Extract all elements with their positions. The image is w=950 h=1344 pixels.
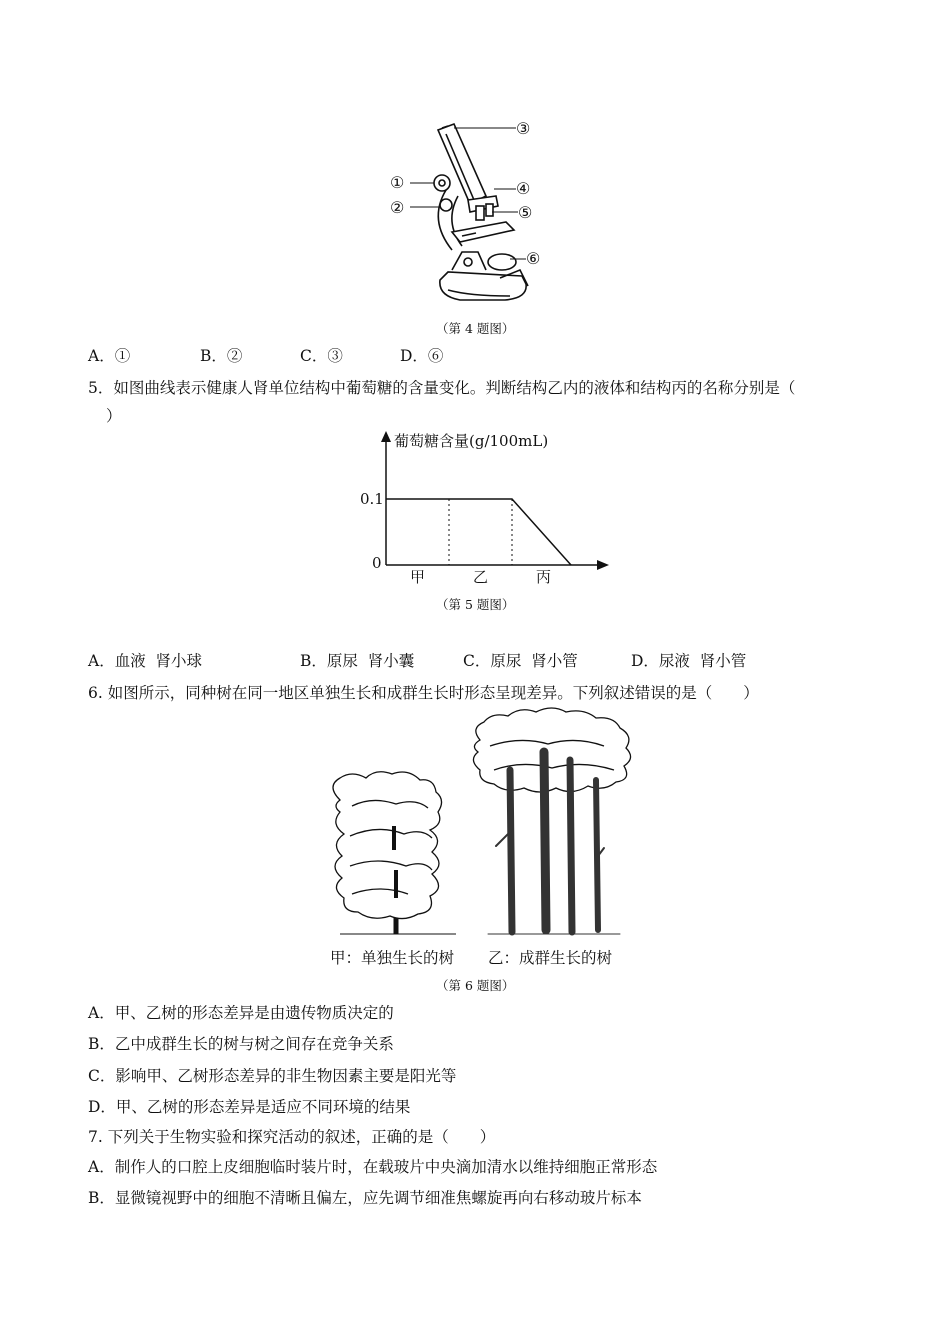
microscope-label-2: ②	[390, 198, 405, 217]
q5-stem-line2: ）	[106, 407, 122, 425]
single-tree	[333, 772, 442, 919]
label-single-tree: 甲：单独生长的树	[330, 949, 455, 967]
q4-option-a[interactable]: A．①	[88, 347, 131, 365]
microscope-label-5: ⑤	[518, 203, 533, 222]
q5-chart-caption: （第 5 题图）	[436, 597, 515, 612]
q5-option-a[interactable]: A．血液 肾小球	[88, 652, 203, 670]
group-trees-canopy	[473, 708, 630, 792]
q6-stem: 6. 如图所示，同种树在同一地区单独生长和成群生长时形态呈现差异。下列叙述错误的是（ ）	[88, 684, 759, 702]
q6-option-d[interactable]: D．甲、乙树的形态差异是适应不同环境的结果	[88, 1098, 411, 1116]
y-tick-0: 0	[372, 554, 382, 572]
x-category-label: 乙	[472, 568, 489, 586]
q7-option-a[interactable]: A．制作人的口腔上皮细胞临时装片时，在载玻片中央滴加清水以维持细胞正常形态	[88, 1158, 658, 1176]
x-category-label: 丙	[535, 568, 552, 586]
label-group-trees: 乙：成群生长的树	[488, 949, 613, 967]
x-category-label: 甲	[409, 568, 426, 586]
q6-option-a[interactable]: A．甲、乙树的形态差异是由遗传物质决定的	[88, 1004, 394, 1022]
q4-caption: （第 4 题图）	[436, 321, 515, 336]
q6-option-b[interactable]: B．乙中成群生长的树与树之间存在竞争关系	[88, 1035, 394, 1053]
q5-option-c[interactable]: C．原尿 肾小管	[463, 652, 578, 670]
q4-option-b[interactable]: B．②	[200, 347, 243, 365]
q5-stem-line1: 5．如图曲线表示健康人肾单位结构中葡萄糖的含量变化。判断结构乙内的液体和结构丙的名称分别是（	[88, 379, 796, 397]
q4-option-d[interactable]: D．⑥	[400, 347, 444, 365]
q5-option-d[interactable]: D．尿液 肾小管	[631, 652, 747, 670]
microscope-label-1: ①	[390, 173, 405, 192]
y-tick-0.1: 0.1	[360, 490, 384, 508]
microscope-label-4: ④	[516, 179, 531, 198]
q5-option-b[interactable]: B．原尿 肾小囊	[300, 652, 415, 670]
microscope-label-3: ③	[516, 119, 531, 138]
q6-option-c[interactable]: C．影响甲、乙树形态差异的非生物因素主要是阳光等	[88, 1067, 457, 1085]
microscope-label-6: ⑥	[526, 249, 541, 268]
q6-caption: （第 6 题图）	[436, 978, 515, 993]
y-axis-label: 葡萄糖含量(g/100mL)	[394, 432, 549, 450]
q7-stem: 7. 下列关于生物实验和探究活动的叙述，正确的是（ ）	[88, 1128, 496, 1146]
q7-option-b[interactable]: B．显微镜视野中的细胞不清晰且偏左，应先调节细准焦螺旋再向右移动玻片标本	[88, 1189, 642, 1207]
q4-option-c[interactable]: C．③	[300, 347, 343, 365]
